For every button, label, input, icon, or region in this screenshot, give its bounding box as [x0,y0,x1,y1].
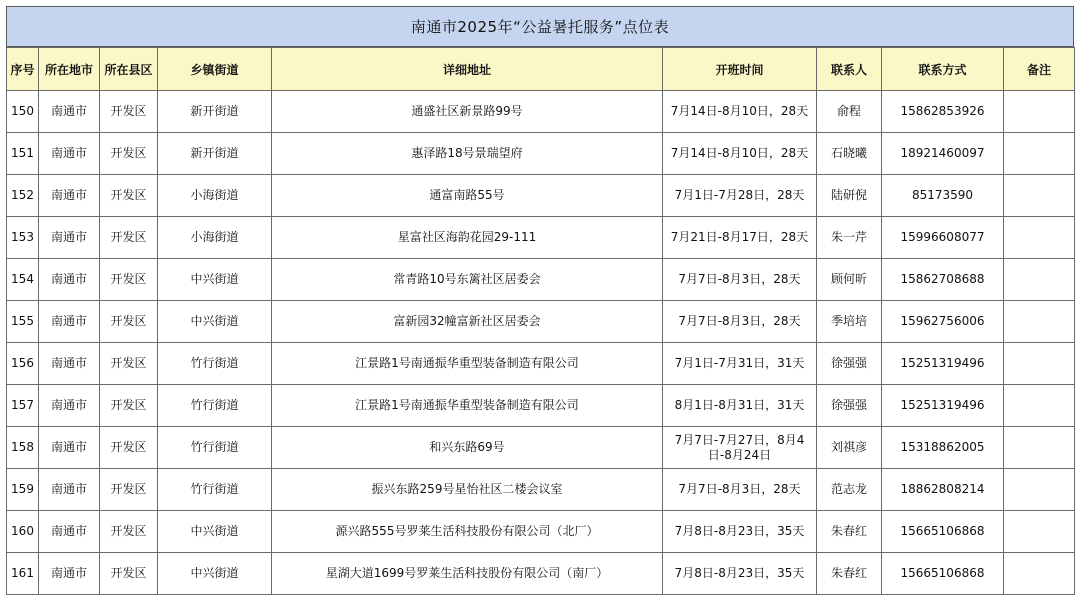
cell-contact: 徐强强 [817,385,882,427]
cell-note [1004,343,1075,385]
cell-district: 开发区 [100,385,158,427]
cell-street: 竹行街道 [158,427,272,469]
header-phone: 联系方式 [882,48,1004,91]
header-row [7,48,1075,91]
cell-seq: 152 [7,175,39,217]
cell-street: 中兴街道 [158,259,272,301]
table-row [7,175,1075,217]
cell-contact: 顾何昕 [817,259,882,301]
cell-street: 中兴街道 [158,553,272,595]
table-row [7,301,1075,343]
cell-contact: 范志龙 [817,469,882,511]
cell-city: 南通市 [39,553,100,595]
cell-note [1004,469,1075,511]
cell-district: 开发区 [100,301,158,343]
cell-time: 7月7日-8月3日，28天 [663,259,817,301]
cell-city: 南通市 [39,217,100,259]
cell-contact: 徐强强 [817,343,882,385]
cell-phone: 15665106868 [882,511,1004,553]
cell-district: 开发区 [100,553,158,595]
cell-city: 南通市 [39,175,100,217]
table-row [7,385,1075,427]
cell-phone: 15251319496 [882,385,1004,427]
cell-time: 7月1日-7月28日，28天 [663,175,817,217]
cell-city: 南通市 [39,301,100,343]
cell-phone: 15318862005 [882,427,1004,469]
table-title: 南通市2025年“公益暑托服务”点位表 [6,6,1074,47]
cell-note [1004,175,1075,217]
cell-district: 开发区 [100,217,158,259]
header-district: 所在县区 [100,48,158,91]
cell-time: 7月14日-8月10日，28天 [663,91,817,133]
cell-contact: 季培培 [817,301,882,343]
cell-city: 南通市 [39,469,100,511]
cell-district: 开发区 [100,343,158,385]
cell-contact: 朱一芹 [817,217,882,259]
cell-time: 7月8日-8月23日，35天 [663,553,817,595]
cell-phone: 15665106868 [882,553,1004,595]
cell-street: 竹行街道 [158,343,272,385]
cell-time: 7月8日-8月23日，35天 [663,511,817,553]
cell-address: 星富社区海韵花园29-111 [272,217,663,259]
cell-seq: 153 [7,217,39,259]
header-contact: 联系人 [817,48,882,91]
cell-address: 振兴东路259号星怡社区二楼会议室 [272,469,663,511]
cell-note [1004,553,1075,595]
cell-note [1004,91,1075,133]
cell-address: 惠泽路18号景瑞望府 [272,133,663,175]
cell-time: 7月21日-8月17日，28天 [663,217,817,259]
cell-contact: 朱春红 [817,511,882,553]
cell-street: 中兴街道 [158,301,272,343]
cell-district: 开发区 [100,427,158,469]
schedule-sheet [6,6,1074,595]
table-row [7,553,1075,595]
cell-seq: 160 [7,511,39,553]
cell-time: 8月1日-8月31日，31天 [663,385,817,427]
cell-address: 源兴路555号罗莱生活科技股份有限公司（北厂） [272,511,663,553]
cell-time: 7月7日-7月27日，8月4日-8月24日 [663,427,817,469]
cell-district: 开发区 [100,469,158,511]
table-row [7,259,1075,301]
cell-city: 南通市 [39,343,100,385]
cell-street: 中兴街道 [158,511,272,553]
cell-seq: 150 [7,91,39,133]
cell-note [1004,217,1075,259]
cell-street: 竹行街道 [158,385,272,427]
cell-time: 7月1日-7月31日，31天 [663,343,817,385]
cell-note [1004,511,1075,553]
cell-district: 开发区 [100,175,158,217]
header-note: 备注 [1004,48,1075,91]
cell-seq: 158 [7,427,39,469]
cell-city: 南通市 [39,427,100,469]
cell-address: 星湖大道1699号罗莱生活科技股份有限公司（南厂） [272,553,663,595]
cell-street: 竹行街道 [158,469,272,511]
cell-city: 南通市 [39,385,100,427]
cell-note [1004,385,1075,427]
cell-phone: 85173590 [882,175,1004,217]
header-street: 乡镇街道 [158,48,272,91]
table-row [7,133,1075,175]
cell-city: 南通市 [39,511,100,553]
cell-phone: 15862708688 [882,259,1004,301]
cell-street: 新开街道 [158,91,272,133]
cell-district: 开发区 [100,91,158,133]
cell-address: 江景路1号南通振华重型装备制造有限公司 [272,343,663,385]
cell-district: 开发区 [100,511,158,553]
table-row [7,427,1075,469]
cell-address: 富新园32幢富新社区居委会 [272,301,663,343]
header-city: 所在地市 [39,48,100,91]
location-table [6,47,1075,595]
cell-contact: 俞程 [817,91,882,133]
cell-note [1004,301,1075,343]
cell-seq: 161 [7,553,39,595]
cell-seq: 159 [7,469,39,511]
cell-time: 7月7日-8月3日，28天 [663,469,817,511]
cell-seq: 157 [7,385,39,427]
cell-district: 开发区 [100,259,158,301]
cell-address: 通盛社区新景路99号 [272,91,663,133]
cell-contact: 石晓曦 [817,133,882,175]
cell-district: 开发区 [100,133,158,175]
cell-city: 南通市 [39,133,100,175]
table-row [7,511,1075,553]
cell-time: 7月7日-8月3日，28天 [663,301,817,343]
table-row [7,469,1075,511]
header-time: 开班时间 [663,48,817,91]
cell-time: 7月14日-8月10日，28天 [663,133,817,175]
cell-note [1004,259,1075,301]
cell-city: 南通市 [39,91,100,133]
cell-note [1004,427,1075,469]
cell-seq: 151 [7,133,39,175]
cell-seq: 156 [7,343,39,385]
cell-street: 小海街道 [158,217,272,259]
table-row [7,217,1075,259]
cell-seq: 154 [7,259,39,301]
header-address: 详细地址 [272,48,663,91]
cell-address: 通富南路55号 [272,175,663,217]
cell-phone: 15962756006 [882,301,1004,343]
cell-contact: 刘祺彦 [817,427,882,469]
cell-seq: 155 [7,301,39,343]
cell-address: 和兴东路69号 [272,427,663,469]
table-row [7,343,1075,385]
header-seq: 序号 [7,48,39,91]
cell-street: 小海街道 [158,175,272,217]
cell-phone: 15251319496 [882,343,1004,385]
cell-phone: 18921460097 [882,133,1004,175]
cell-address: 常青路10号东篱社区居委会 [272,259,663,301]
cell-street: 新开街道 [158,133,272,175]
cell-note [1004,133,1075,175]
cell-address: 江景路1号南通振华重型装备制造有限公司 [272,385,663,427]
cell-city: 南通市 [39,259,100,301]
cell-contact: 朱春红 [817,553,882,595]
cell-phone: 18862808214 [882,469,1004,511]
cell-phone: 15862853926 [882,91,1004,133]
cell-phone: 15996608077 [882,217,1004,259]
table-row [7,91,1075,133]
cell-contact: 陆研倪 [817,175,882,217]
